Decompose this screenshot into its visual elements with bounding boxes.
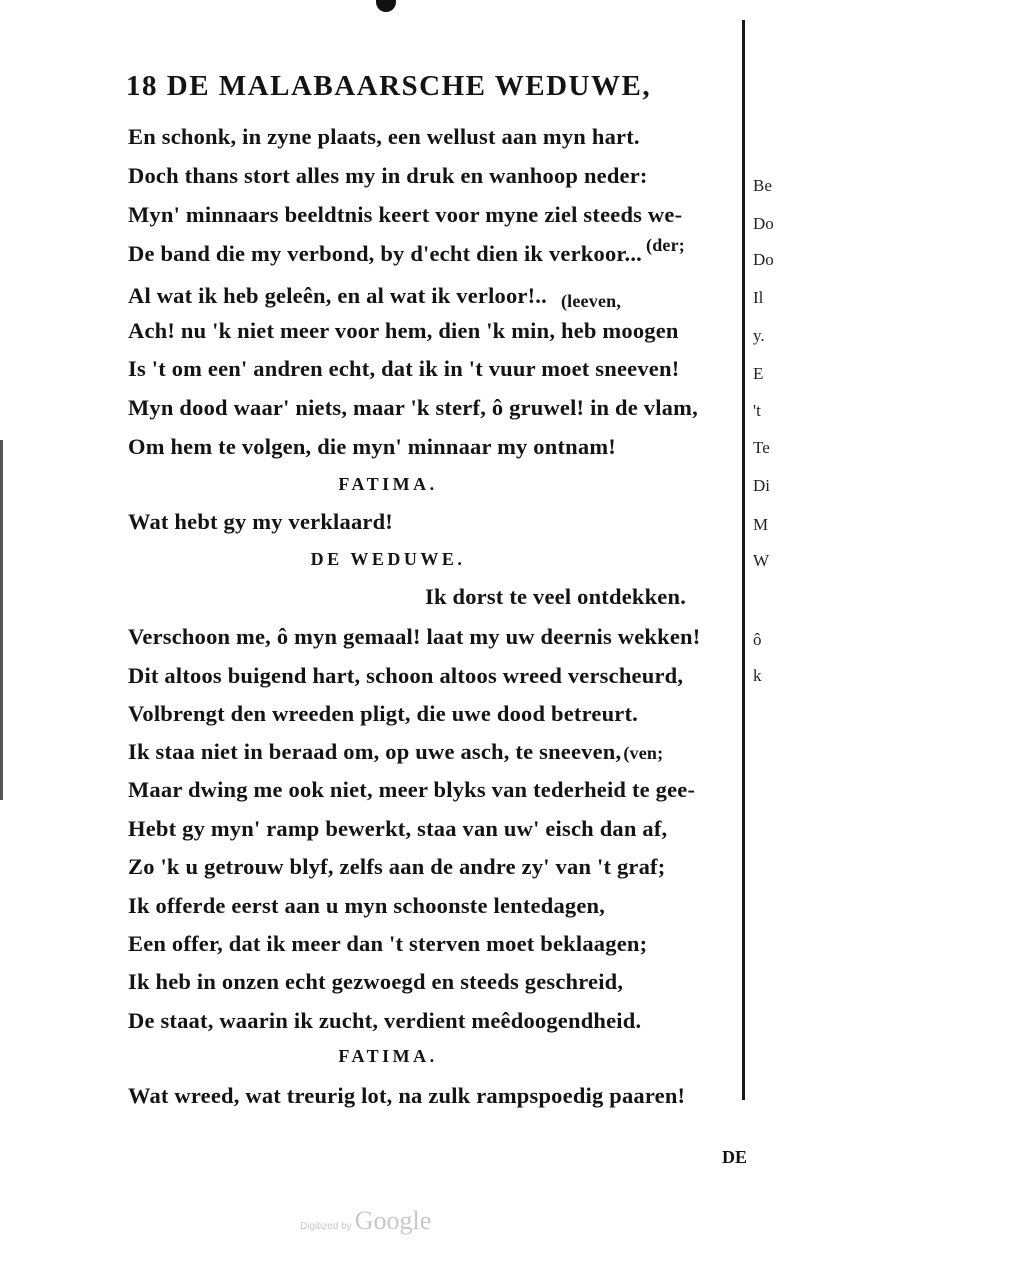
google-logo: Google xyxy=(354,1206,432,1235)
speaker-name: FATIMA. xyxy=(338,1046,438,1066)
verse-line: Volbrengt den wreeden pligt, die uwe dood betreurt. xyxy=(128,701,639,726)
verse-line: Ik offerde eerst aan u myn schoonste lentedagen, xyxy=(128,893,606,918)
facing-page-letter: E xyxy=(753,364,764,383)
verse-line: Verschoon me, ô myn gemaal! laat my uw deernis wekken! xyxy=(128,624,701,649)
ink-blot xyxy=(376,0,396,12)
facing-page-letter: Do xyxy=(753,250,774,269)
facing-page-letter: Di xyxy=(753,476,770,495)
verse-line: Ach! nu 'k niet meer voor hem, dien 'k min, heb moogen xyxy=(128,318,679,343)
verse-line: Om hem te volgen, die myn' minnaar my ontnam! xyxy=(128,434,616,459)
verse-line: Dit altoos buigend hart, schoon altoos wreed verscheurd, xyxy=(128,663,684,688)
verse-line: Maar dwing me ook niet, meer blyks van tederheid te gee- xyxy=(128,777,696,802)
verse-line: Hebt gy myn' ramp bewerkt, staa van uw' eisch dan af, xyxy=(128,816,668,841)
facing-page-letter: Te xyxy=(753,438,770,457)
facing-page-letter: y. xyxy=(753,326,765,345)
verse-line: Een offer, dat ik meer dan 't sterven moet beklaagen; xyxy=(128,931,648,956)
digitized-watermark: Digitized by Google xyxy=(300,1206,432,1235)
overflow-word: (ven; xyxy=(623,743,664,763)
facing-page-letter: Do xyxy=(753,214,774,233)
facing-page-letter: W xyxy=(753,551,770,570)
verse-line: Ik staa niet in beraad om, op uwe asch, te sneeven, (ven; xyxy=(128,739,664,764)
facing-page-letter: 't xyxy=(753,401,761,420)
half-line: Ik dorst te veel ontdekken. xyxy=(425,584,687,609)
facing-page-letter: Be xyxy=(753,176,772,195)
page-gutter-rule xyxy=(742,20,745,1100)
page-edge-shadow xyxy=(0,440,3,800)
verse-line: Wat hebt gy my verklaard! xyxy=(128,509,393,534)
speaker-name: FATIMA. xyxy=(338,474,438,494)
verse-line: En schonk, in zyne plaats, een wellust aan myn hart. xyxy=(128,124,640,149)
verse-line: Myn dood waar' niets, maar 'k sterf, ô gruwel! in de vlam, xyxy=(128,395,698,420)
verse-line: Wat wreed, wat treurig lot, na zulk rampspoedig paaren! xyxy=(128,1083,686,1108)
verse-line: Ik heb in onzen echt gezwoegd en steeds geschreid, xyxy=(128,969,624,994)
verse-line: Al wat ik heb geleên, en al wat ik verloor!.. (leeven, xyxy=(128,283,622,311)
overflow-word: (der; xyxy=(646,235,685,255)
facing-page-letter: M xyxy=(753,515,769,534)
facing-page-letter: k xyxy=(753,666,762,685)
verse-line: Is 't om een' andren echt, dat ik in 't vuur moet sneeven! xyxy=(128,356,680,381)
speaker-name: DE WEDUWE. xyxy=(310,549,466,569)
running-header: 18 DE MALABAARSCHE WEDUWE, xyxy=(126,70,652,102)
overflow-word: (leeven, xyxy=(560,291,622,311)
verse-line: De band die my verbond, by d'echt dien ik verkoor... $^{(der;}$ xyxy=(128,235,685,266)
verse-line: Myn' minnaars beeldtnis keert voor myne ziel steeds we- xyxy=(128,202,683,227)
verse-line: Doch thans stort alles my in druk en wanhoop neder: xyxy=(128,163,648,188)
facing-page-letter: Il xyxy=(753,288,764,307)
catchword: DE xyxy=(722,1147,748,1167)
verse-line: Zo 'k u getrouw blyf, zelfs aan de andre zy' van 't graf; xyxy=(128,854,666,879)
verse-line: De staat, waarin ik zucht, verdient meêdoogendheid. xyxy=(128,1008,642,1033)
facing-page-letter: ô xyxy=(753,630,762,649)
